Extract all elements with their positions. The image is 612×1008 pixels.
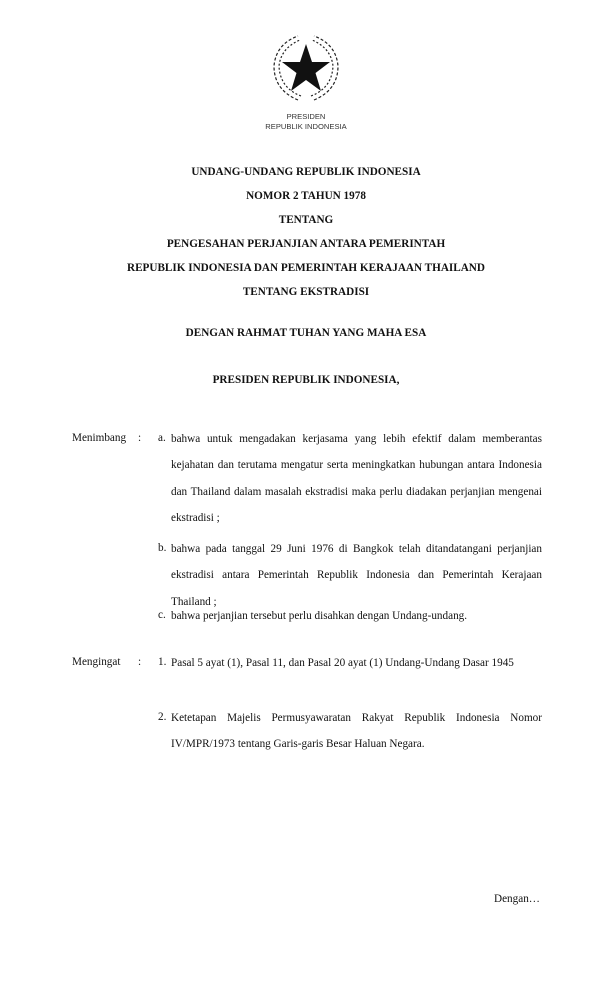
president-heading: PRESIDEN REPUBLIK INDONESIA, bbox=[212, 374, 400, 386]
item-number: 2. bbox=[158, 711, 167, 723]
title-line: UNDANG-UNDANG REPUBLIK INDONESIA bbox=[191, 166, 421, 178]
seal-caption-line1: PRESIDEN bbox=[286, 112, 326, 121]
title-line: NOMOR 2 TAHUN 1978 bbox=[246, 190, 366, 202]
menimbang-colon: : bbox=[138, 432, 142, 444]
menimbang-item-a: bahwa untuk mengadakan kerjasama yang lebih efektif dalam memberantas kejahatan dan terutama mengatur serta meningkatkan hubungan antara Indonesia dan Thailand dalam masalah ekstradisi maka perlu diadakan perjanjian mengenai ekstradisi ; bbox=[171, 433, 542, 524]
title-line: PENGESAHAN PERJANJIAN ANTARA PEMERINTAH bbox=[166, 238, 446, 250]
mengingat-label: Mengingat bbox=[72, 656, 121, 668]
presidential-seal-icon bbox=[268, 30, 344, 106]
title-line: TENTANG EKSTRADISI bbox=[242, 286, 370, 298]
seal-caption-line2: REPUBLIK INDONESIA bbox=[265, 122, 347, 131]
menimbang-item-b: bahwa pada tanggal 29 Juni 1976 di Bangkok telah ditandatangani perjanjian ekstradisi antara Pemerintah Republik Indonesia dan Pemerintah Kerajaan Thailand ; bbox=[171, 543, 542, 608]
menimbang-label: Menimbang bbox=[72, 432, 127, 444]
item-number: 1. bbox=[158, 656, 167, 668]
title-line: REPUBLIK INDONESIA DAN PEMERINTAH KERAJAAN THAILAND bbox=[127, 262, 485, 274]
invocation: DENGAN RAHMAT TUHAN YANG MAHA ESA bbox=[185, 327, 427, 339]
document-title bbox=[0, 160, 612, 304]
item-number: c. bbox=[158, 609, 166, 621]
mengingat-item-1: Pasal 5 ayat (1), Pasal 11, dan Pasal 20 ayat (1) Undang-Undang Dasar 1945 bbox=[171, 657, 514, 669]
item-number: a. bbox=[158, 432, 166, 444]
mengingat-item-2: Ketetapan Majelis Permusyawaratan Rakyat Republik Indonesia Nomor IV/MPR/1973 tentang Garis-garis Besar Haluan Negara. bbox=[171, 712, 542, 751]
menimbang-item-c: bahwa perjanjian tersebut perlu disahkan dengan Undang-undang. bbox=[171, 610, 468, 622]
item-number: b. bbox=[158, 542, 167, 554]
title-line: TENTANG bbox=[278, 214, 334, 226]
mengingat-colon: : bbox=[138, 656, 142, 668]
continuation-footer: Dengan… bbox=[494, 893, 540, 905]
